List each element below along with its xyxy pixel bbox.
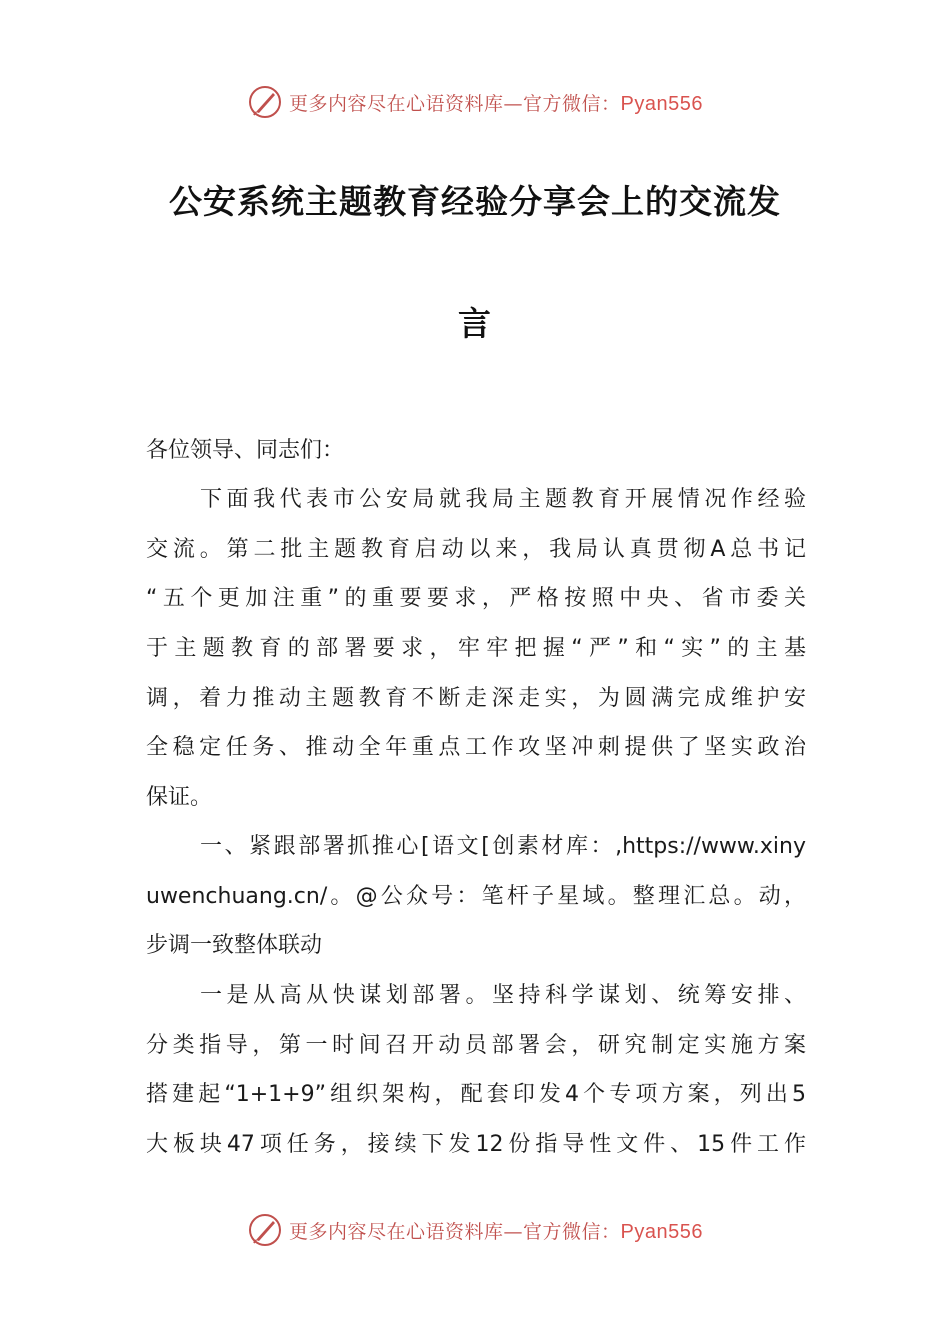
paragraph-line: 于主题教育的部署要求，牢牢把握“严”和“实”的主基 — [146, 636, 806, 661]
paragraph-line: 调，着力推动主题教育不断走深走实，为圆满完成维护安 — [146, 686, 806, 711]
wechat-id: Pyan556 — [620, 92, 703, 115]
salutation: 各位领导、同志们： — [146, 438, 345, 463]
document-title-line-1: 公安系统主题教育经验分享会上的交流发 — [169, 182, 781, 221]
section-heading-line: 步调一致整体联动 — [146, 933, 323, 958]
section-heading-line: uwenchuang.cn/。@公众号：笔杆子星域。整理汇总。动， — [146, 884, 806, 909]
header-watermark — [0, 82, 950, 122]
paragraph-line: 下面我代表市公安局就我局主题教育开展情况作经验 — [200, 487, 806, 512]
watermark-text: 更多内容尽在心语资料库—官方微信：Pyan556 — [289, 1220, 703, 1243]
document-title-line-2: 言 — [458, 304, 492, 343]
paragraph-line: 大板块47项任务，接续下发12份指导性文件、15件工作 — [146, 1132, 806, 1157]
paragraph-line: 分类指导，第一时间召开动员部署会，研究制定实施方案 — [146, 1033, 806, 1058]
footer-watermark — [0, 1210, 950, 1250]
paragraph-line: 交流。第二批主题教育启动以来，我局认真贯彻A总书记 — [146, 537, 806, 562]
paragraph-line: “五个更加注重”的重要要求，严格按照中央、省市委关 — [146, 586, 806, 611]
paragraph-line: 全稳定任务、推动全年重点工作攻坚冲刺提供了坚实政治 — [146, 735, 806, 760]
quill-logo-icon — [247, 84, 283, 120]
quill-logo-icon — [247, 1212, 283, 1248]
paragraph-line: 保证。 — [146, 785, 213, 810]
wechat-id: Pyan556 — [620, 1220, 703, 1243]
section-heading-line: 一、紧跟部署抓推心[语文[创素材库：,https://www.xiny — [200, 834, 806, 859]
watermark-text: 更多内容尽在心语资料库—官方微信：Pyan556 — [289, 92, 703, 115]
paragraph-line: 一是从高从快谋划部署。坚持科学谋划、统筹安排、 — [200, 983, 806, 1008]
paragraph-line: 搭建起“1+1+9”组织架构，配套印发4个专项方案，列出5 — [146, 1082, 806, 1107]
